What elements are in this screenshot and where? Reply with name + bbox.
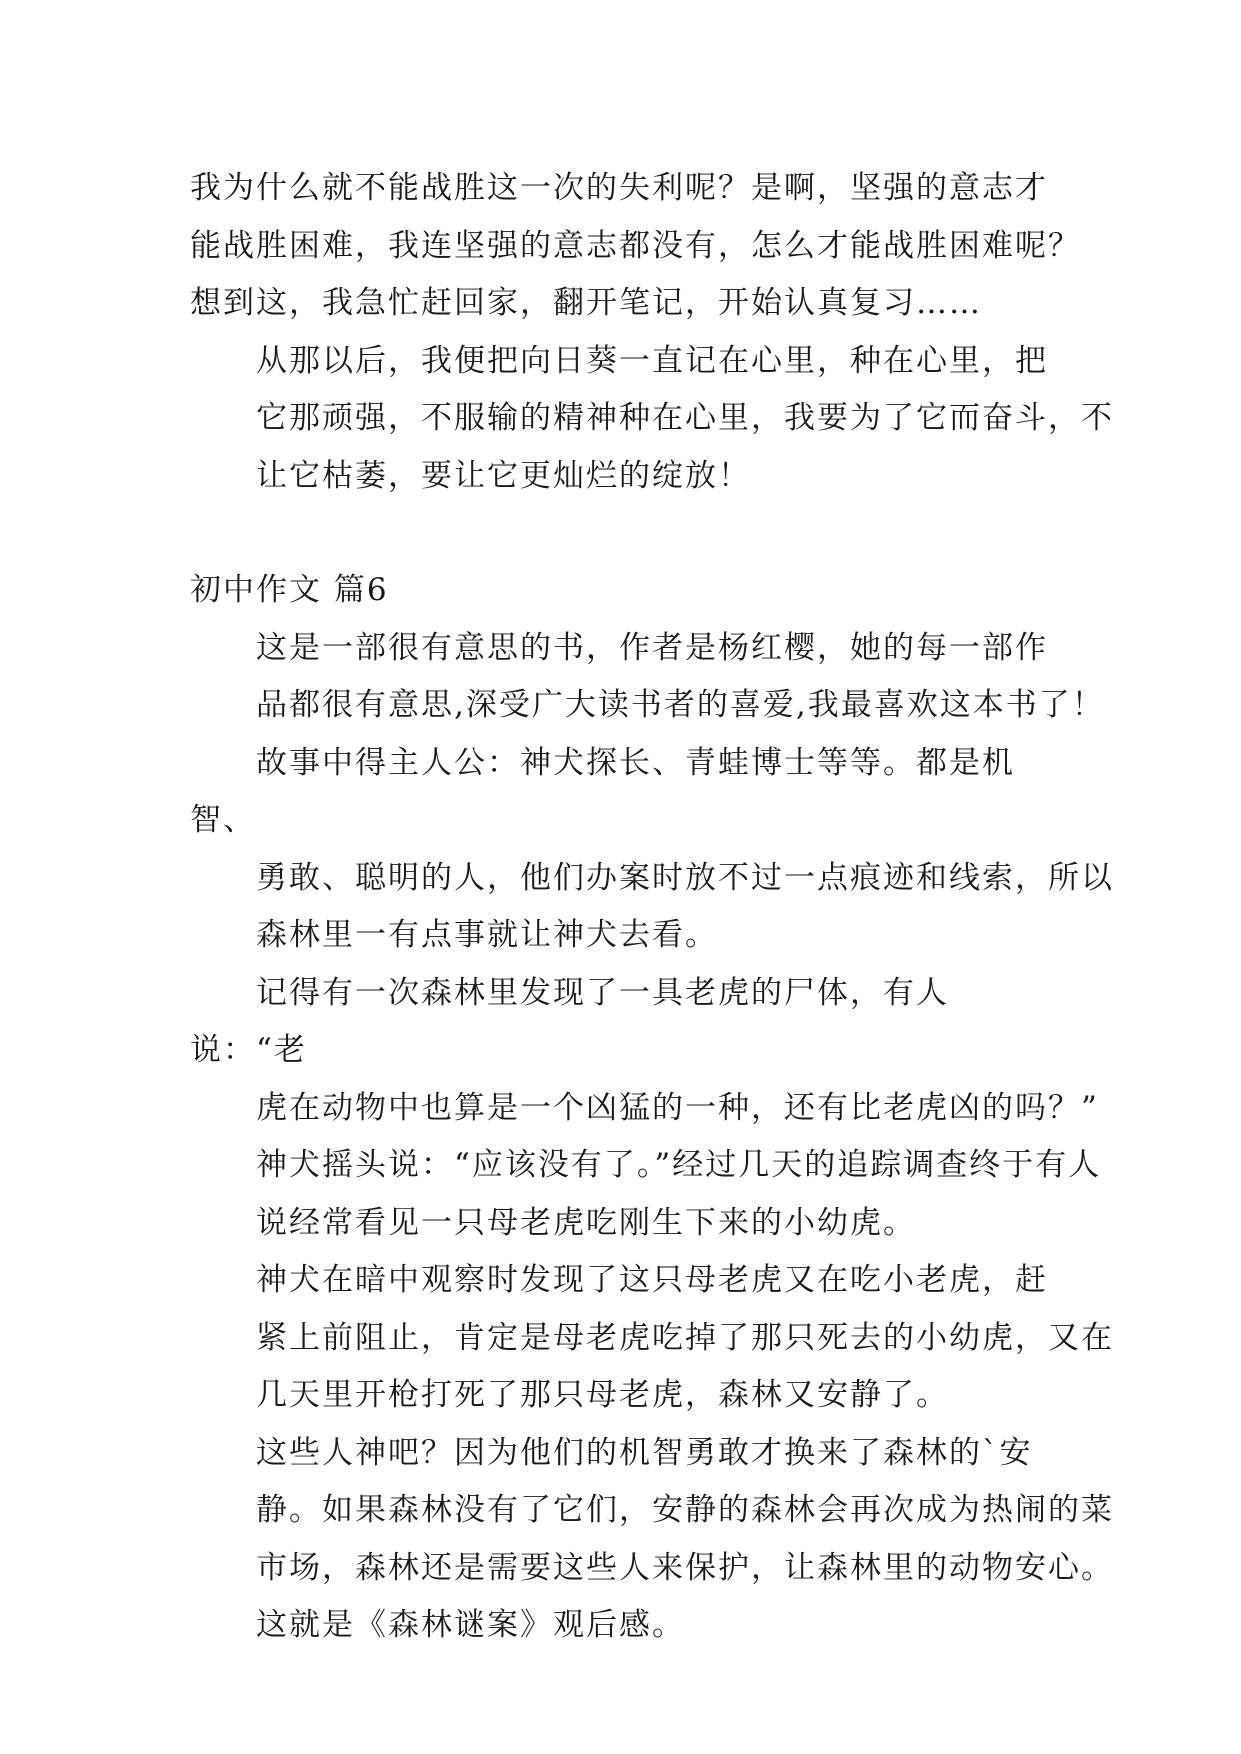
text-line: 这是一部很有意思的书，作者是杨红樱，她的每一部作 [256,629,1048,666]
text-line: 森林里一有点事就让神犬去看。 [256,917,718,953]
text-line: 让它枯萎，要让它更灿烂的绽放！ [256,457,751,494]
text-line: 说经常看见一只母老虎吃刚生下来的小幼虎。 [256,1204,916,1241]
text-line: 神犬摇头说：“应该没有了。”经过几天的追踪调查终于有人 [256,1147,1102,1183]
paragraph [190,1425,1114,1598]
paragraph [190,965,1102,1253]
paragraph [190,1597,1050,1655]
text-line: 它那顽强，不服输的精神种在心里，我要为了它而奋斗，不 [256,400,1114,436]
text-line: 从那以后，我便把向日葵一直记在心里，种在心里，把 [256,342,1048,379]
text-line: 我为什么就不能战胜这一次的失利呢？是啊，坚强的意志才 [190,170,1048,206]
document-page [190,160,1114,1655]
text-line: 这些人神吧？因为他们的机智勇敢才换来了森林的`安 [256,1434,1033,1471]
text-line: 几天里开枪打死了那只母老虎，森林又安静了。 [256,1377,949,1413]
text-line: 勇敢、聪明的人，他们办案时放不过一点痕迹和线索，所以 [256,859,1114,896]
text-line: 虎在动物中也算是一个凶猛的一种，还有比老虎凶的吗？” [256,1089,1099,1126]
paragraph [190,735,1114,965]
text-line: 能战胜困难，我连坚强的意志都没有，怎么才能战胜困难呢？ [190,227,1081,264]
paragraph [190,333,1114,506]
text-line: 静。如果森林没有了它们，安静的森林会再次成为热闹的菜 [256,1492,1114,1528]
paragraph [190,620,1105,735]
text-line: 这就是《森林谜案》观后感。 [256,1607,685,1643]
paragraph [190,1252,1114,1425]
section-heading: 初中作文 篇6 [190,572,389,608]
text-line: 神犬在暗中观察时发现了这只母老虎又在吃小老虎，赶 [256,1262,1048,1298]
text-line: 想到这，我急忙赶回家，翻开笔记，开始认真复习…… [190,285,982,321]
text-line: 市场，森林还是需要这些人来保护，让森林里的动物安心。 [256,1549,1114,1586]
text-line: 品都很有意思,深受广大读书者的喜爱,我最喜欢这本书了！ [256,687,1105,723]
text-line: 紧上前阻止，肯定是母老虎吃掉了那只死去的小幼虎，又在 [256,1319,1114,1356]
text-line: 记得有一次森林里发现了一具老虎的尸体，有人说：“老 [190,974,949,1068]
text-line: 故事中得主人公：神犬探长、青蛙博士等等。都是机智、 [190,744,1015,838]
paragraph [190,160,1081,333]
